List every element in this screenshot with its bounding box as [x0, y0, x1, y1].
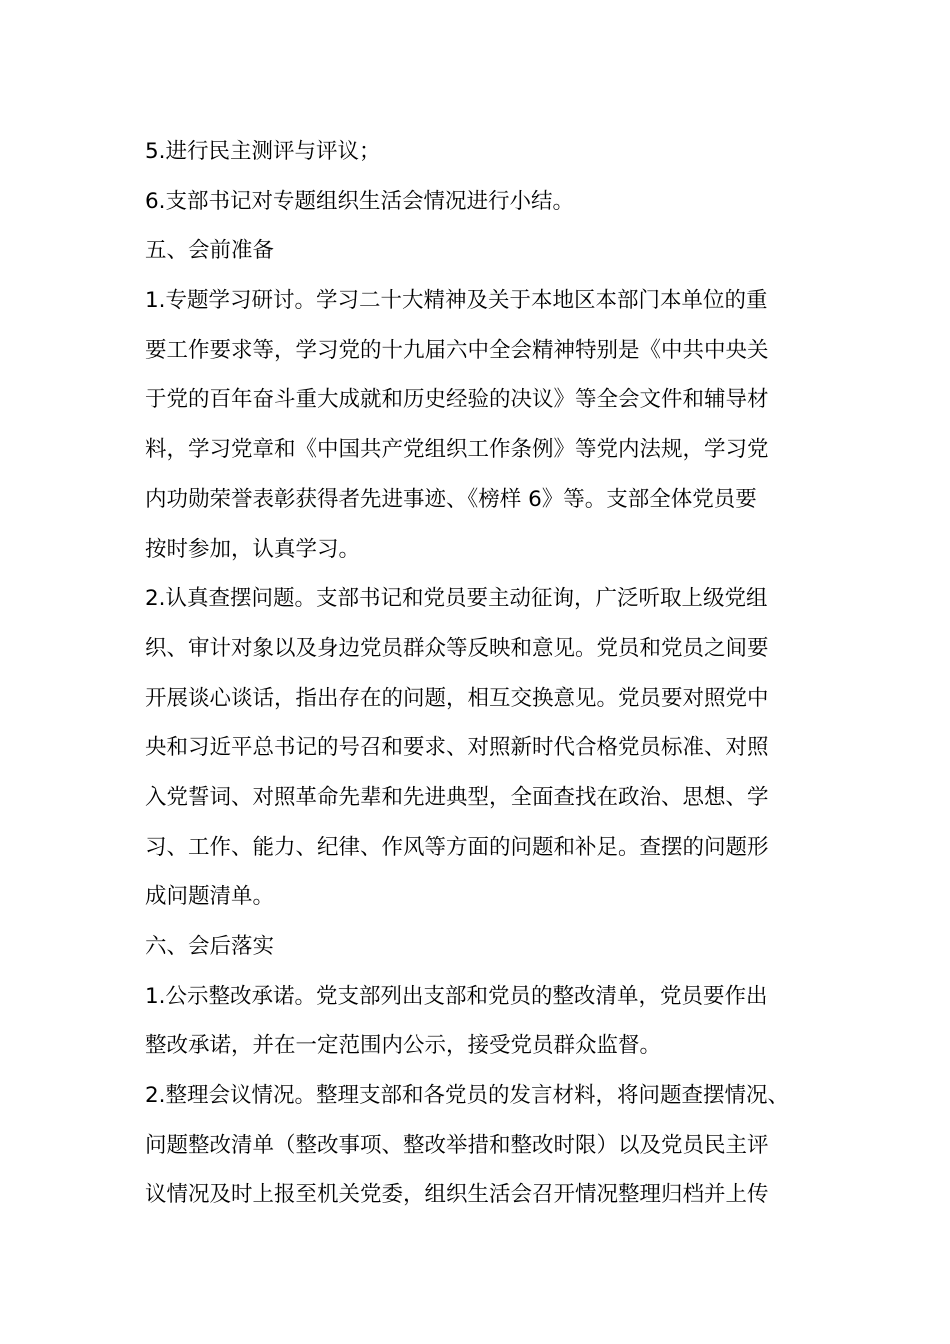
- text-line: 开展谈心谈话，指出存在的问题，相互交换意见。党员要对照党中: [145, 685, 769, 711]
- text-line: 整改承诺，并在一定范围内公示，接受党员群众监督。: [145, 1033, 662, 1059]
- paragraph: [145, 972, 825, 1071]
- text-line: 料，学习党章和《中国共产党组织工作条例》等党内法规，学习党: [145, 437, 769, 463]
- text-line: 央和习近平总书记的号召和要求、对照新时代合格党员标准、对照: [145, 735, 769, 761]
- text-line: 习、工作、能力、纪律、作风等方面的问题和补足。查摆的问题形: [145, 834, 769, 860]
- text-line: 2.整理会议情况。整理支部和各党员的发言材料，将问题查摆情况、: [145, 1083, 790, 1109]
- text-line: 成问题清单。: [145, 884, 275, 910]
- paragraph: [145, 922, 825, 972]
- paragraph: [145, 177, 825, 227]
- text-line: 1.专题学习研讨。学习二十大精神及关于本地区本部门本单位的重: [145, 288, 768, 314]
- text-line: 5.进行民主测评与评议；: [145, 139, 381, 164]
- paragraph: [145, 276, 825, 574]
- text-line: 内功勋荣誉表彰获得者先进事迹、《榜样 6》等。支部全体党员要: [145, 486, 757, 512]
- paragraph: [145, 127, 825, 177]
- text-line: 五、会前准备: [145, 238, 275, 264]
- text-line: 1.公示整改承诺。党支部列出支部和党员的整改清单，党员要作出: [145, 983, 768, 1009]
- text-line: 于党的百年奋斗重大成就和历史经验的决议》等全会文件和辅导材: [145, 387, 769, 413]
- text-line: 议情况及时上报至机关党委，组织生活会召开情况整理归档并上传: [145, 1182, 769, 1208]
- text-line: 2.认真查摆问题。支部书记和党员要主动征询，广泛听取上级党组: [145, 586, 768, 612]
- text-line: 按时参加，认真学习。: [145, 536, 361, 562]
- text-line: 入党誓词、对照革命先辈和先进典型，全面查找在政治、思想、学: [145, 784, 769, 810]
- text-line: 要工作要求等，学习党的十九届六中全会精神特别是《中共中央关: [145, 337, 769, 363]
- paragraph: [145, 574, 825, 922]
- text-line: 6.支部书记对专题组织生活会情况进行小结。: [145, 188, 575, 214]
- text-line: 织、审计对象以及身边党员群众等反映和意见。党员和党员之间要: [145, 635, 769, 661]
- paragraph: [145, 226, 825, 276]
- text-line: 问题整改清单（整改事项、整改举措和整改时限）以及党员民主评: [145, 1132, 769, 1158]
- paragraph: [145, 1071, 825, 1220]
- document-page: [145, 127, 825, 1220]
- text-line: 六、会后落实: [145, 934, 275, 959]
